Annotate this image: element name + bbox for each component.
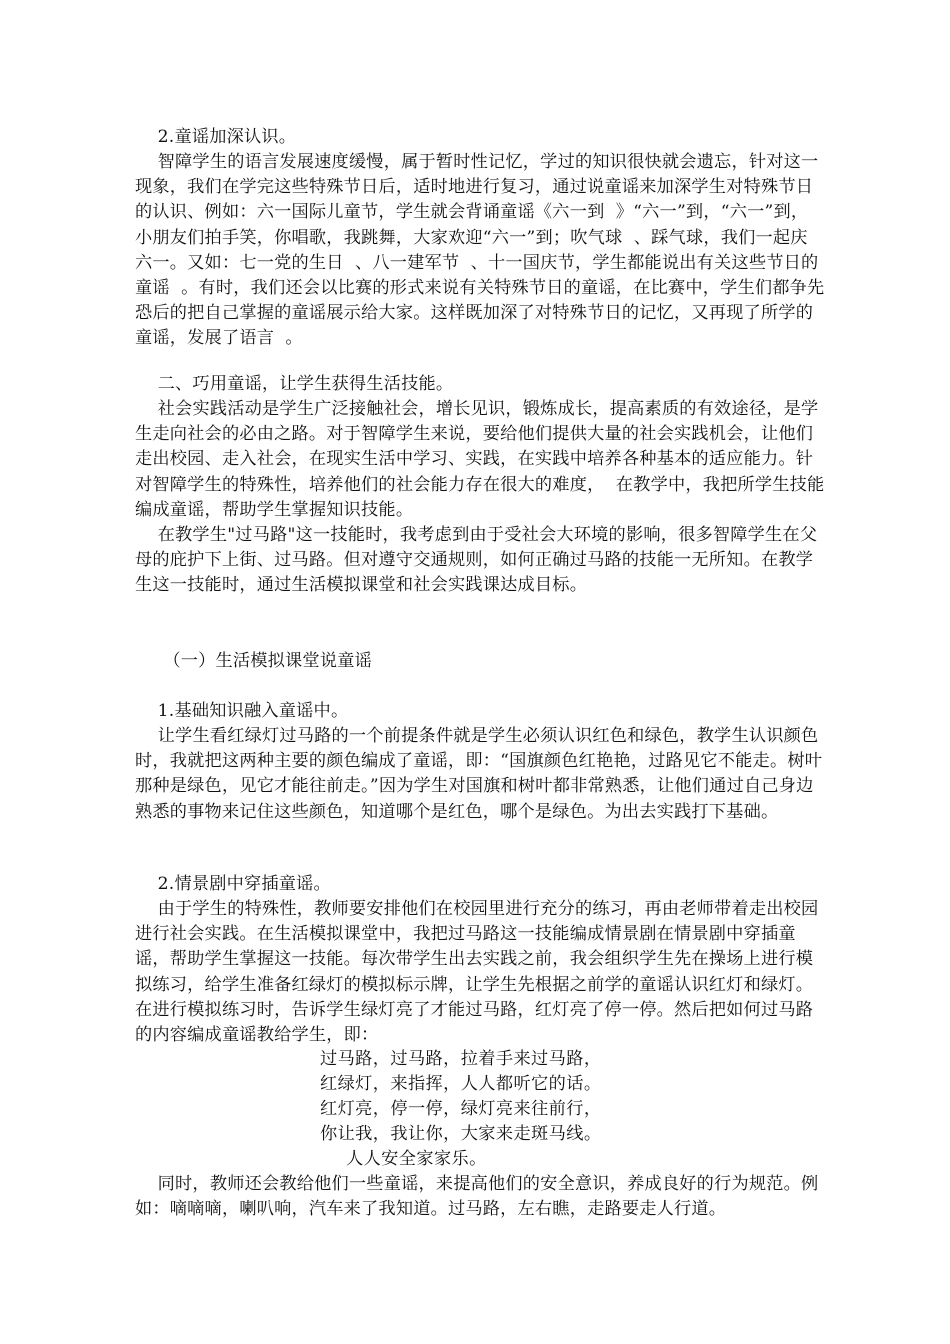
- paragraph-safety-rhymes: 同时，教师还会教给他们一些童谣，来提高他们的安全意识，养成良好的行为规范。例如：嘀嘀嘀，喇叭响，汽车来了我知道。过马路，左右瞧，走路要走人行道。: [135, 1174, 819, 1220]
- paragraph-crossing-road: 在教学生"过马路"这一技能时，我考虑到由于受社会大环境的影响，很多智障学生在父母的庇护下上街、过马路。但对遵守交通规则，如何正确过马路的技能一无所知。在教学生这一技能时，通过生活模拟课堂和社会实践课达成目标。: [135, 525, 818, 596]
- poem-line-2: 红绿灯，来指挥，人人都听它的话。: [320, 1074, 602, 1094]
- heading-section-two: 二、巧用童谣，让学生获得生活技能。: [135, 374, 454, 394]
- poem-line-4: 你让我，我让你，大家来走斑马线。: [320, 1124, 602, 1144]
- heading-nursery-rhyme-deepen: 2.童谣加深认识。: [135, 127, 297, 147]
- paragraph-social-practice: 社会实践活动是学生广泛接触社会，增长见识，锻炼成长，提高素质的有效途径，是学生走向社会的必由之路。对于智障学生来说，要给他们提供大量的社会实践机会，让他们走出校园、走入社会，在现实生活中学习、实践，在实践中培养各种基本的适应能力。针对智障学生的特殊性，培养他们的社会能力存在很大的难度， 在教学中，我把所学生技能编成童谣，帮助学生掌握知识技能。: [135, 399, 825, 520]
- poem-line-5: 人人安全家家乐。: [346, 1149, 487, 1169]
- paragraph-special-holidays: 智障学生的语言发展速度缓慢，属于暂时性记忆，学过的知识很快就会遗忘，针对这一现象，我们在学完这些特殊节日后，适时地进行复习，通过说童谣来加深学生对特殊节日的认识、例如：六一国际儿童节，学生就会背诵童谣《六一到 》“六一”到，“六一”到，小朋友们拍手笑，你唱歌，我跳舞，大家欢迎“六一”到；吹气球 、踩气球，我们一起庆六一。又如：七一党的生日 、八一建军节 、十一国庆节，学生都能说出有关这些节日的童谣 。有时，我们还会以比赛的形式来说有关特殊节日的童谣，在比赛中，学生们都争先恐后的把自己掌握的童谣展示给大家。这样既加深了对特殊节日的记忆，又再现了所学的童谣，发展了语言 。: [135, 152, 825, 349]
- poem-line-3: 红灯亮，停一停，绿灯亮来往前行，: [320, 1099, 602, 1119]
- heading-basic-knowledge: 1.基础知识融入童谣中。: [135, 701, 349, 721]
- heading-situational-drama: 2.情景剧中穿插童谣。: [135, 874, 331, 894]
- paragraph-colors: 让学生看红绿灯过马路的一个前提条件就是学生必须认识红色和绿色，教学生认识颜色时，我就把这两种主要的颜色编成了童谣，即：“国旗颜色红艳艳，过路见它不能走。树叶那种是绿色，见它才能往前走。”因为学生对国旗和树叶都非常熟悉，让他们通过自己身边熟悉的事物来记住这些颜色，知道哪个是红色，哪个是绿色。为出去实践打下基础。: [135, 726, 823, 822]
- poem-line-1: 过马路，过马路，拉着手来过马路，: [320, 1049, 602, 1069]
- heading-subsection-one: （一）生活模拟课堂说童谣: [135, 651, 372, 671]
- paragraph-simulation-practice: 由于学生的特殊性，教师要安排他们在校园里进行充分的练习，再由老师带着走出校园进行社会实践。在生活模拟课堂中，我把过马路这一技能编成情景剧在情景剧中穿插童谣，帮助学生掌握这一技能。每次带学生出去实践之前，我会组织学生先在操场上进行模拟练习，给学生准备红绿灯的模拟标示牌，让学生先根据之前学的童谣认识红灯和绿灯。在进行模拟练习时，告诉学生绿灯亮了才能过马路，红灯亮了停一停。然后把如何过马路的内容编成童谣教给学生，即：: [135, 899, 819, 1046]
